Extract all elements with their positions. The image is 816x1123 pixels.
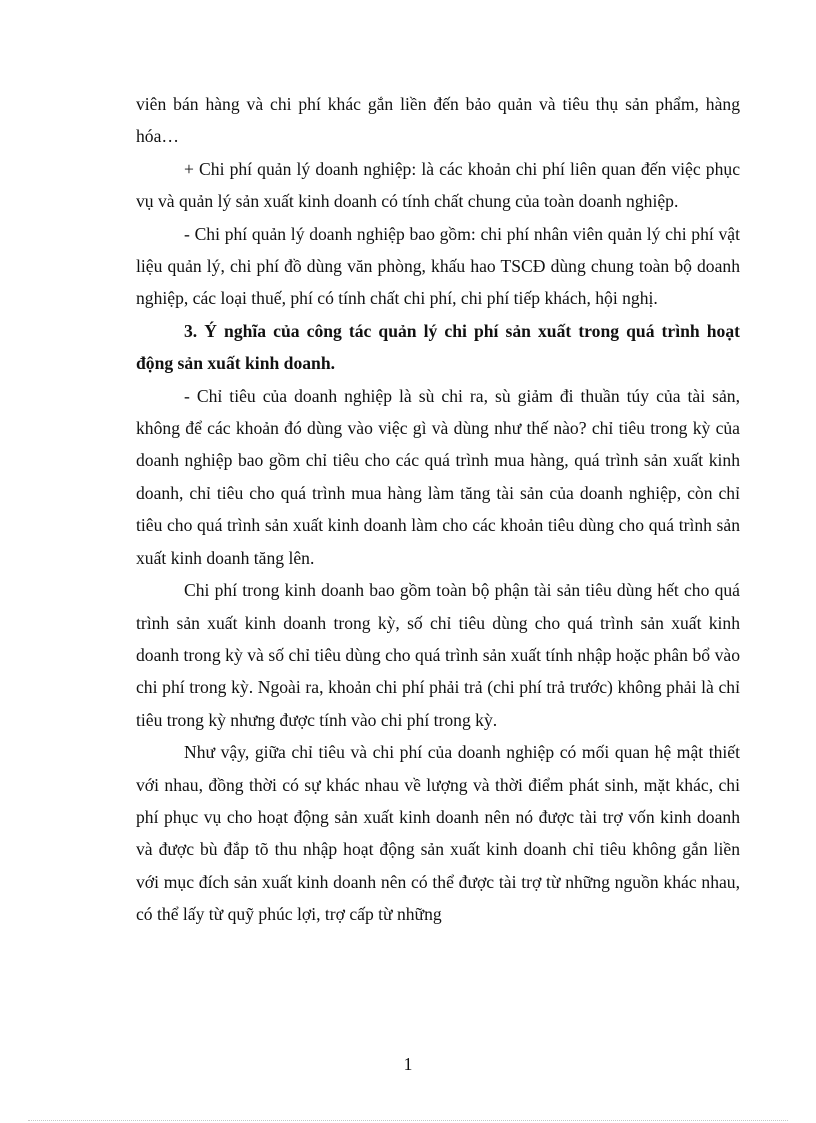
paragraph-2: + Chi phí quản lý doanh nghiệp: là các khoản chi phí liên quan đến việc phục vụ và quản lý sản xuất kinh doanh có tính chất chung của toàn doanh nghiệp. [136,158,740,212]
page-number: 1 [403,1054,413,1074]
section-heading: 3. Ý nghĩa của công tác quản lý chi phí sản xuất trong quá trình hoạt động sản xuất kinh doanh. [136,320,740,374]
paragraph-6: Như vậy, giữa chỉ tiêu và chi phí của doanh nghiệp có mối quan hệ mật thiết với nhau, đồng thời có sự khác nhau về lượng và thời điểm phát sinh, mặt khác, chi phí phục vụ cho hoạt động sản xuất kinh doanh nên nó được tài trợ vốn kinh doanh và được bù đắp tõ thu nhập hoạt động sản xuất kinh doanh chỉ tiêu không gắn liền với mục đích sản xuất kinh doanh nên có thể được tài trợ từ những nguồn khác nhau, có thể lấy từ quỹ phúc lợi, trợ cấp từ những [136,742,740,925]
paragraph-4: - Chỉ tiêu của doanh nghiệp là sù chi ra, sù giảm đi thuần túy của tài sản, không để các khoản đó dùng vào việc gì và dùng như thế nào? chỉ tiêu trong kỳ của doanh nghiệp bao gồm chỉ tiêu cho các quá trình mua hàng, quá trình sản xuất kinh doanh, chỉ tiêu cho quá trình mua hàng làm tăng tài sản của doanh nghiệp, còn chỉ tiêu cho quá trình sản xuất kinh doanh làm cho các khoản tiêu dùng cho quá trình sản xuất kinh doanh tăng lên. [136,385,740,568]
paragraph-3: - Chi phí quản lý doanh nghiệp bao gồm: chi phí nhân viên quản lý chi phí vật liệu quản lý, chi phí đồ dùng văn phòng, khấu hao TSCĐ dùng chung toàn bộ doanh nghiệp, các loại thuế, phí có tính chất chi phí, chi phí tiếp khách, hội nghị. [136,223,740,309]
page-body [136,88,740,931]
paragraph-1: viên bán hàng và chi phí khác gắn liền đến bảo quản và tiêu thụ sản phẩm, hàng hóa… [136,94,740,147]
page-bottom-divider [28,1120,788,1121]
paragraph-5: Chi phí trong kinh doanh bao gồm toàn bộ phận tài sản tiêu dùng hết cho quá trình sản xuất kinh doanh trong kỳ, số chỉ tiêu dùng cho quá trình sản xuất kinh doanh trong kỳ và số chỉ tiêu dùng cho quá trình sản xuất tính nhập hoặc phân bổ vào chi phí trong kỳ. Ngoài ra, khoản chi phí phải trả (chi phí trả trước) không phải là chỉ tiêu trong kỳ nhưng được tính vào chi phí trong kỳ. [136,580,740,730]
